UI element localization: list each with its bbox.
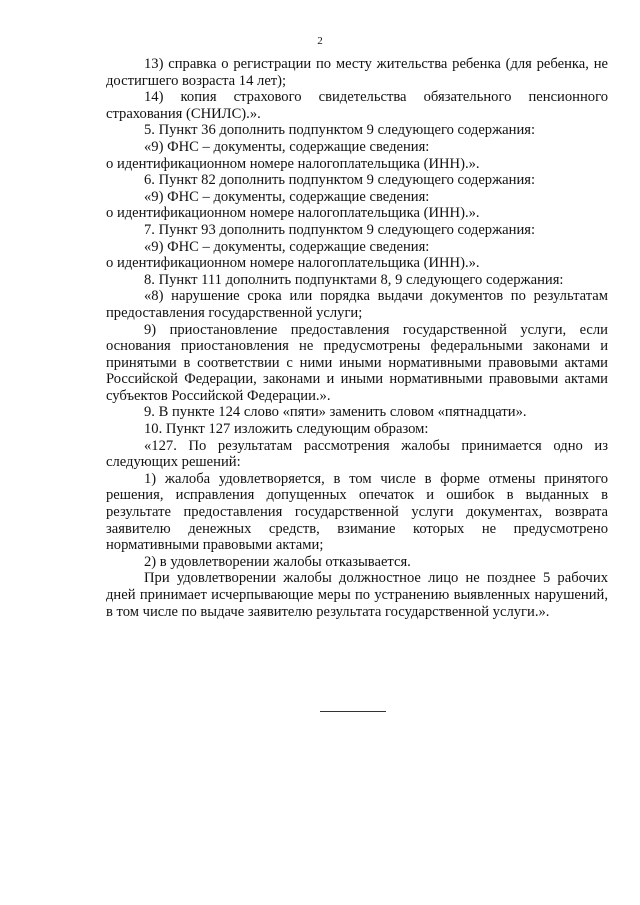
paragraph-item-13: 13) справка о регистрации по месту жительства ребенка (для ребенка, не достигшего возраста 14 лет);	[106, 56, 608, 89]
paragraph-subpoint-9: 9) приостановление предоставления государственной услуги, если основания приостановления не предусмотрены федеральными законами и принятыми в соответствии с ними иными нормативными правовыми актами Российской Федерации, законами и иными нормативными правовыми актами субъектов Российской Федерации.».	[106, 321, 608, 404]
paragraph-item-14: 14) копия страхового свидетельства обязательного пенсионного страхования (СНИЛС).».	[106, 89, 608, 122]
paragraph-point-6-quote: «9) ФНС – документы, содержащие сведения:	[144, 188, 430, 205]
paragraph-point-7-quote: «9) ФНС – документы, содержащие сведения:	[144, 238, 430, 255]
paragraph-point-7: 7. Пункт 93 дополнить подпунктом 9 следующего содержания:	[144, 221, 536, 238]
paragraph-point-8: 8. Пункт 111 дополнить подпунктами 8, 9 следующего содержания:	[144, 271, 564, 288]
paragraph-point-5-inn: о идентификационном номере налогоплательщика (ИНН).».	[106, 155, 480, 172]
paragraph-final: При удовлетворении жалобы должностное лицо не позднее 5 рабочих дней принимает исчерпывающие меры по устранению выявленных нарушений, в том числе по выдаче заявителю результата государственной услуги.».	[106, 570, 608, 620]
paragraph-decision-1: 1) жалоба удовлетворяется, в том числе в форме отмены принятого решения, исправления допущенных опечаток и ошибок в выданных в результате предоставления государственной услуги документах, возврата заявителю денежных средств, взимание которых не предусмотрено нормативными правовыми актами;	[106, 470, 608, 554]
paragraph-item-127: «127. По результатам рассмотрения жалобы принимается одно из следующих решений:	[106, 437, 608, 471]
paragraph-point-10: 10. Пункт 127 изложить следующим образом:	[144, 421, 429, 438]
paragraph-point-5-quote: «9) ФНС – документы, содержащие сведения:	[144, 138, 430, 155]
document-body	[106, 56, 608, 620]
paragraph-decision-2: 2) в удовлетворении жалобы отказывается.	[144, 553, 411, 570]
end-divider	[320, 711, 386, 712]
paragraph-point-6-inn: о идентификационном номере налогоплательщика (ИНН).».	[106, 205, 480, 222]
paragraph-point-5: 5. Пункт 36 дополнить подпунктом 9 следующего содержания:	[144, 122, 536, 139]
paragraph-point-7-inn: о идентификационном номере налогоплательщика (ИНН).».	[106, 255, 480, 272]
paragraph-point-9: 9. В пункте 124 слово «пяти» заменить словом «пятнадцати».	[144, 404, 527, 421]
paragraph-subpoint-8: «8) нарушение срока или порядка выдачи документов по результатам предоставления государственной услуги;	[106, 288, 608, 321]
page-number: 2	[317, 35, 323, 47]
paragraph-point-6: 6. Пункт 82 дополнить подпунктом 9 следующего содержания:	[144, 172, 536, 189]
